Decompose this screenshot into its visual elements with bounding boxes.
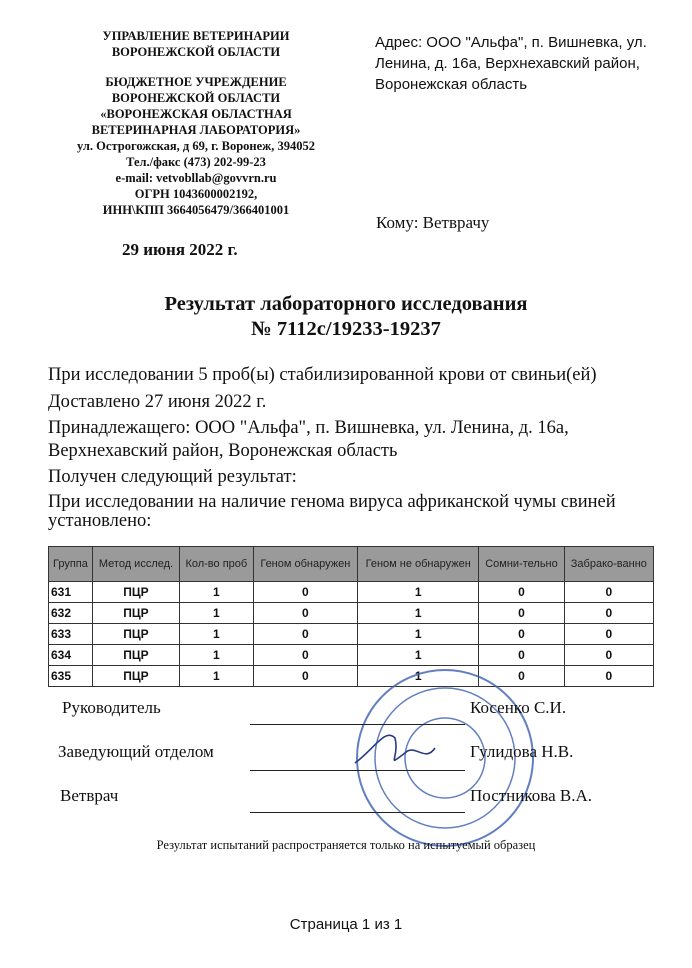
- table-cell: 0: [479, 624, 564, 645]
- table-cell: 0: [564, 603, 653, 624]
- table-cell: 634: [49, 645, 93, 666]
- signature-role: Руководитель: [62, 698, 161, 717]
- document-body: [48, 364, 668, 535]
- inst-ogrn: ОГРН 1043600002192,: [134, 187, 258, 201]
- table-cell: 0: [479, 603, 564, 624]
- table-cell: 631: [49, 582, 93, 603]
- table-cell: ПЦР: [92, 582, 179, 603]
- table-cell: ПЦР: [92, 645, 179, 666]
- column-header: Сомни-тельно: [479, 547, 564, 582]
- signature-line: [250, 812, 465, 813]
- signature-role: Заведующий отделом: [58, 742, 214, 761]
- table-row: [49, 582, 654, 603]
- table-cell: 0: [253, 624, 358, 645]
- table-cell: 1: [358, 666, 479, 687]
- column-header: Забрако-ванно: [564, 547, 653, 582]
- table-cell: 1: [180, 603, 253, 624]
- table-row: [49, 645, 654, 666]
- table-cell: 1: [358, 603, 479, 624]
- inst-email: e-mail: vetvobllab@govvrn.ru: [115, 171, 277, 185]
- inst-line: ВЕТЕРИНАРНАЯ ЛАБОРАТОРИЯ»: [91, 123, 301, 137]
- inst-line: ВОРОНЕЖСКОЙ ОБЛАСТИ: [111, 91, 281, 105]
- sample-info: При исследовании 5 проб(ы) стабилизированной крови от свиньи(ей): [48, 365, 597, 385]
- table-cell: 633: [49, 624, 93, 645]
- disclaimer-note: Результат испытаний распространяется только на испытуемый образец: [156, 838, 536, 852]
- column-header: Геном обнаружен: [253, 547, 358, 582]
- table-cell: 1: [180, 666, 253, 687]
- table-row: [49, 603, 654, 624]
- signature-line: [250, 770, 465, 771]
- table-cell: 0: [253, 603, 358, 624]
- table-cell: 635: [49, 666, 93, 687]
- signature-line: [250, 724, 465, 725]
- table-row: [49, 624, 654, 645]
- org-line: ВОРОНЕЖСКОЙ ОБЛАСТИ: [111, 45, 281, 59]
- column-header: Геном не обнаружен: [358, 547, 479, 582]
- table-cell: 632: [49, 603, 93, 624]
- table-cell: 1: [358, 624, 479, 645]
- table-cell: 0: [253, 582, 358, 603]
- table-cell: ПЦР: [92, 624, 179, 645]
- document-title: [0, 292, 692, 342]
- inst-phone: Тел./факс (473) 202-99-23: [126, 155, 266, 169]
- table-row: [49, 666, 654, 687]
- title-line: Результат лабораторного исследования: [164, 293, 528, 315]
- table-cell: 0: [564, 624, 653, 645]
- page-number: Страница 1 из 1: [289, 916, 403, 933]
- inst-inn: ИНН\КПП 3664056479/366401001: [102, 203, 290, 217]
- table-cell: 1: [358, 645, 479, 666]
- table-cell: 0: [479, 582, 564, 603]
- results-table: [48, 546, 654, 687]
- table-cell: 0: [479, 645, 564, 666]
- table-cell: 0: [479, 666, 564, 687]
- table-cell: ПЦР: [92, 603, 179, 624]
- document-date: 29 июня 2022 г.: [122, 240, 238, 259]
- signature-name: Косенко С.И.: [470, 698, 567, 717]
- issuer-header: [40, 28, 352, 218]
- inst-line: БЮДЖЕТНОЕ УЧРЕЖДЕНИЕ: [105, 75, 287, 89]
- column-header: Кол-во проб: [180, 547, 253, 582]
- recipient-address: Адрес: ООО "Альфа", п. Вишневка, ул. Ленина, д. 16а, Верхнехавский район, Воронежская область: [375, 34, 647, 93]
- table-cell: 1: [180, 645, 253, 666]
- table-cell: 1: [358, 582, 479, 603]
- table-cell: 0: [564, 645, 653, 666]
- column-header: Группа: [49, 547, 93, 582]
- org-line: УПРАВЛЕНИЕ ВЕТЕРИНАРИИ: [102, 29, 290, 43]
- recipient-to: Кому: Ветврачу: [376, 213, 490, 232]
- signature-name: Гулидова Н.В.: [470, 742, 574, 761]
- test-description: При исследовании на наличие генома вируса африканской чумы свиней установлено:: [48, 491, 616, 531]
- table-cell: ПЦР: [92, 666, 179, 687]
- delivery-date: Доставлено 27 июня 2022 г.: [48, 391, 267, 412]
- inst-line: «ВОРОНЕЖСКАЯ ОБЛАСТНАЯ: [100, 107, 292, 121]
- table-cell: 1: [180, 582, 253, 603]
- table-cell: 0: [564, 582, 653, 603]
- result-intro: Получен следующий результат:: [48, 467, 297, 487]
- table-cell: 1: [180, 624, 253, 645]
- inst-address: ул. Острогожская, д 69, г. Воронеж, 394052: [76, 139, 315, 153]
- table-cell: 0: [253, 645, 358, 666]
- signature-name: Постникова В.А.: [470, 786, 592, 805]
- owner-info: Принадлежащего: ООО "Альфа", п. Вишневка, ул. Ленина, д. 16а, Верхнехавский район, Воронежская область: [48, 418, 569, 461]
- document-number: № 7112с/19233-19237: [251, 318, 441, 340]
- table-cell: 0: [253, 666, 358, 687]
- table-cell: 0: [564, 666, 653, 687]
- column-header: Метод исслед.: [92, 547, 179, 582]
- signature-role: Ветврач: [60, 786, 119, 805]
